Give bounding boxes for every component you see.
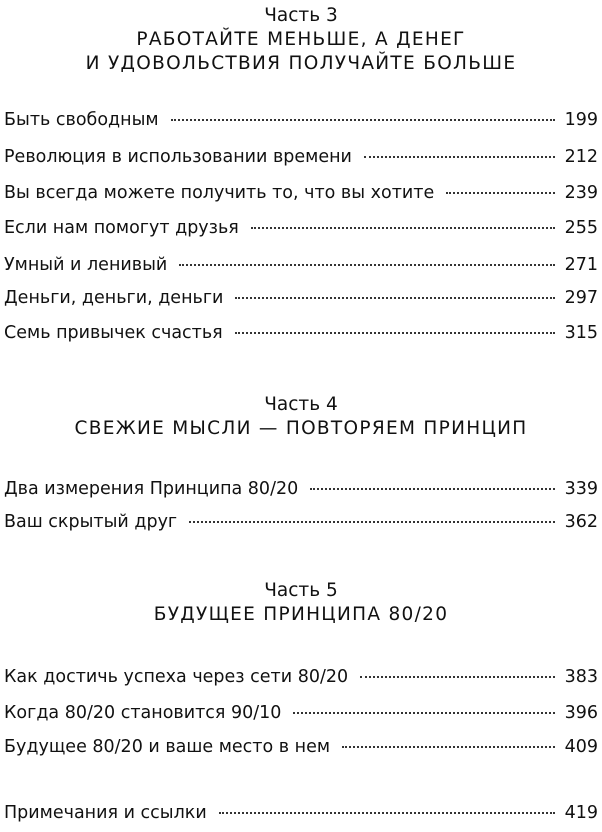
toc-entry-page: 297 — [564, 288, 598, 308]
part-title-line: СВЕЖИЕ МЫСЛИ — ПОВТОРЯЕМ ПРИНЦИП — [74, 418, 528, 439]
toc-entry-page: 419 — [564, 803, 598, 823]
part-4-heading — [0, 393, 602, 441]
dot-leader — [251, 227, 555, 229]
part-5-heading — [0, 579, 602, 627]
part-number: Часть 4 — [264, 394, 338, 415]
toc-entry[interactable] — [4, 700, 598, 726]
toc-entry-title: Революция в использовании времени — [4, 147, 352, 167]
toc-entry[interactable] — [4, 252, 598, 278]
toc-entry-title: Когда 80/20 становится 90/10 — [4, 703, 282, 723]
toc-entry-page: 199 — [564, 110, 598, 130]
dot-leader — [235, 332, 555, 334]
dot-leader — [189, 521, 554, 523]
toc-entry-page: 255 — [564, 218, 598, 238]
dot-leader — [360, 676, 554, 678]
toc-entry-title: Ваш скрытый друг — [4, 512, 178, 532]
toc-entry-title: Умный и ленивый — [4, 255, 168, 275]
toc-entry[interactable] — [4, 180, 598, 206]
dot-leader — [364, 156, 555, 158]
part-number: Часть 5 — [264, 580, 338, 601]
toc-entry[interactable] — [4, 734, 598, 760]
toc-entry-page: 212 — [564, 147, 598, 167]
toc-entry-title: Примечания и ссылки — [4, 803, 207, 823]
toc-entry[interactable] — [4, 664, 598, 690]
part-title-line: РАБОТАЙТЕ МЕНЬШЕ, А ДЕНЕГ — [136, 29, 466, 50]
toc-entry[interactable] — [4, 509, 598, 535]
toc-entry-title: Будущее 80/20 и ваше место в нем — [4, 737, 331, 757]
toc-entry-page: 315 — [564, 323, 598, 343]
toc-entry-page: 271 — [564, 255, 598, 275]
toc-entry-page: 362 — [564, 512, 598, 532]
dot-leader — [179, 264, 554, 266]
dot-leader — [219, 812, 555, 814]
toc-entry[interactable] — [4, 320, 598, 346]
part-3-heading — [0, 4, 602, 76]
toc-entry-title: Как достичь успеха через сети 80/20 — [4, 667, 349, 687]
toc-entry[interactable] — [4, 476, 598, 502]
toc-entry[interactable] — [4, 215, 598, 241]
dot-leader — [293, 712, 554, 714]
toc-entry-page: 339 — [564, 479, 598, 499]
toc-entry-title: Деньги, деньги, деньги — [4, 288, 224, 308]
toc-entry-page: 396 — [564, 703, 598, 723]
toc-entry-title: Семь привычек счастья — [4, 323, 223, 343]
part-title-line: И УДОВОЛЬСТВИЯ ПОЛУЧАЙТЕ БОЛЬШЕ — [85, 53, 517, 74]
toc-entry-title: Быть свободным — [4, 110, 159, 130]
toc-entry-title: Если нам помогут друзья — [4, 218, 239, 238]
toc-entry[interactable] — [4, 800, 598, 826]
toc-entry[interactable] — [4, 285, 598, 311]
toc-entry-title: Два измерения Принципа 80/20 — [4, 479, 299, 499]
toc-entry-page: 383 — [564, 667, 598, 687]
dot-leader — [310, 488, 554, 490]
dot-leader — [171, 119, 555, 121]
toc-entry[interactable] — [4, 144, 598, 170]
dot-leader — [446, 192, 554, 194]
toc-entry[interactable] — [4, 107, 598, 133]
toc-entry-page: 239 — [564, 183, 598, 203]
toc-entry-page: 409 — [564, 737, 598, 757]
toc-entry-title: Вы всегда можете получить то, что вы хотите — [4, 183, 435, 203]
part-number: Часть 3 — [264, 5, 338, 26]
dot-leader — [235, 297, 554, 299]
dot-leader — [342, 746, 555, 748]
part-title-line: БУДУЩЕЕ ПРИНЦИПА 80/20 — [153, 604, 449, 625]
